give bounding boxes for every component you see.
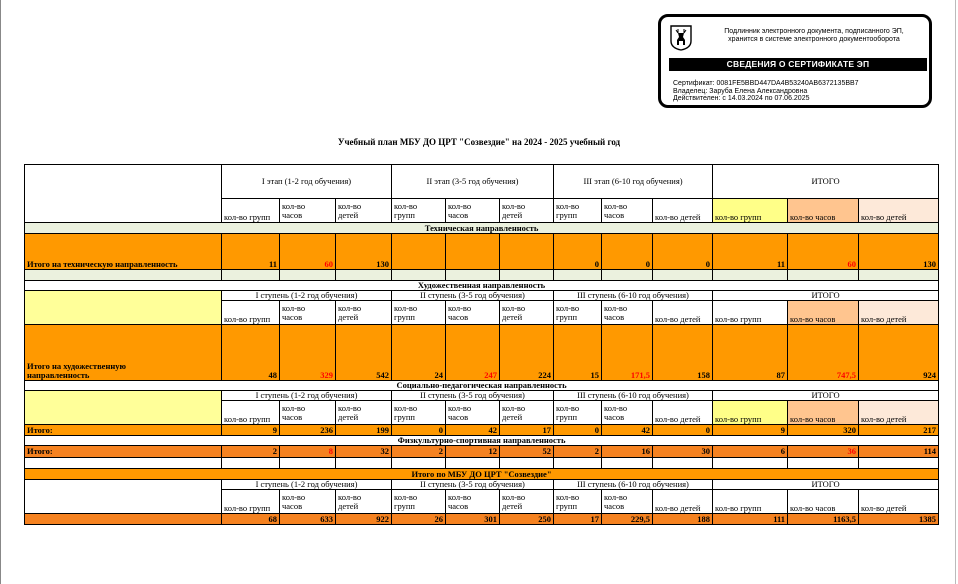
col-total-hours: кол-во часов (788, 199, 859, 223)
col-hours: кол-во часов (280, 490, 336, 514)
value-cell: 217 (859, 425, 939, 436)
corner-cell (25, 165, 222, 223)
value-cell: 924 (859, 325, 939, 381)
value-cell: 199 (336, 425, 392, 436)
social-section-row (25, 381, 939, 391)
sport-section-title: Физкультурно-спортивная направленность (25, 436, 939, 446)
value-cell: 9 (713, 425, 788, 436)
social-total-header: ИТОГО (713, 391, 939, 401)
social-total-label: Итого: (25, 425, 222, 436)
social-stage2-header: II ступень (3-5 год обучения) (392, 391, 554, 401)
col-total-groups: кол-во групп (713, 301, 788, 325)
value-cell: 0 (602, 234, 653, 270)
col-total-groups: кол-во групп (713, 401, 788, 425)
col-hours: кол-во часов (602, 401, 653, 425)
value-cell: 130 (859, 234, 939, 270)
col-total-hours: кол-во часов (788, 301, 859, 325)
value-cell: 11 (222, 234, 280, 270)
col-total-groups: кол-во групп (713, 490, 788, 514)
value-cell: 130 (336, 234, 392, 270)
value-cell: 114 (859, 446, 939, 458)
technical-section-row (25, 223, 939, 234)
col-children: кол-во детей (336, 301, 392, 325)
col-groups: кол-во групп (392, 301, 446, 325)
value-cell: 0 (653, 234, 713, 270)
value-cell: 12 (446, 446, 500, 458)
art-stage2-header: II ступень (3-5 год обучения) (392, 291, 554, 301)
value-cell: 8 (280, 446, 336, 458)
col-hours: кол-во часов (602, 301, 653, 325)
col-hours: кол-во часов (446, 401, 500, 425)
value-cell: 542 (336, 325, 392, 381)
value-cell: 17 (500, 425, 554, 436)
spacer-row (25, 270, 939, 281)
spacer-row (25, 458, 939, 469)
art-stage-header-row (25, 291, 939, 301)
col-children: кол-во детей (336, 490, 392, 514)
art-stage3-header: III ступень (6-10 год обучения) (554, 291, 713, 301)
value-cell: 229,5 (602, 514, 653, 525)
art-section-row (25, 281, 939, 291)
value-cell: 60 (280, 234, 336, 270)
curriculum-table (24, 164, 939, 525)
overall-stage-header-row (25, 480, 939, 490)
value-cell: 247 (446, 325, 500, 381)
value-cell: 30 (653, 446, 713, 458)
col-total-hours: кол-во часов (788, 401, 859, 425)
technical-total-row (25, 234, 939, 270)
value-cell: 87 (713, 325, 788, 381)
page-right-border (955, 0, 956, 584)
col-hours: кол-во часов (280, 301, 336, 325)
technical-stage-header-row (25, 165, 939, 199)
value-cell: 32 (336, 446, 392, 458)
overall-stage1-header: I ступень (1-2 год обучения) (222, 480, 392, 490)
value-cell: 1385 (859, 514, 939, 525)
value-cell: 158 (653, 325, 713, 381)
stamp-line-2: хранится в системе электронного документооборота (728, 36, 900, 43)
stamp-info (673, 80, 859, 103)
sport-total-label: Итого: (25, 446, 222, 458)
overall-total-row (25, 514, 939, 525)
col-children: кол-во детей (653, 301, 713, 325)
value-cell: 329 (280, 325, 336, 381)
col-total-children: кол-во детей (859, 301, 939, 325)
value-cell: 2 (392, 446, 446, 458)
stamp-owner: Владелец: Заруба Елена Александровна (673, 87, 808, 95)
value-cell: 188 (653, 514, 713, 525)
value-cell: 1163,5 (788, 514, 859, 525)
stamp-header: СВЕДЕНИЯ О СЕРТИФИКАТЕ ЭП (669, 58, 927, 71)
value-cell (500, 234, 554, 270)
col-children: кол-во детей (500, 301, 554, 325)
page-left-border (0, 0, 1, 584)
art-corner-cell (25, 291, 222, 325)
col-total-children: кол-во детей (859, 401, 939, 425)
col-children: кол-во детей (653, 199, 713, 223)
value-cell: 17 (554, 514, 602, 525)
col-children: кол-во детей (653, 490, 713, 514)
overall-stage2-header: II ступень (3-5 год обучения) (392, 480, 554, 490)
stamp-line-1: Подлинник электронного документа, подписанного ЭП, (724, 28, 904, 35)
value-cell: 171,5 (602, 325, 653, 381)
value-cell: 15 (554, 325, 602, 381)
col-hours: кол-во часов (446, 199, 500, 223)
value-cell: 24 (392, 325, 446, 381)
stamp-certificate: Сертификат: 0081FE5BBD447DA4B53240AB6372135BB7 (673, 80, 859, 87)
col-groups: кол-во групп (392, 199, 446, 223)
value-cell: 0 (653, 425, 713, 436)
col-hours: кол-во часов (280, 199, 336, 223)
col-groups: кол-во групп (554, 199, 602, 223)
value-cell: 26 (392, 514, 446, 525)
value-cell: 301 (446, 514, 500, 525)
col-children: кол-во детей (500, 401, 554, 425)
value-cell: 224 (500, 325, 554, 381)
col-hours: кол-во часов (446, 301, 500, 325)
art-total-header: ИТОГО (713, 291, 939, 301)
col-children: кол-во детей (336, 401, 392, 425)
value-cell: 42 (446, 425, 500, 436)
col-groups: кол-во групп (222, 401, 280, 425)
value-cell: 111 (713, 514, 788, 525)
value-cell: 2 (554, 446, 602, 458)
technical-stage2-header: II этап (3-5 год обучения) (392, 165, 554, 199)
value-cell: 60 (788, 234, 859, 270)
value-cell: 36 (788, 446, 859, 458)
value-cell (446, 234, 500, 270)
overall-total-label (25, 514, 222, 525)
social-stage1-header: I ступень (1-2 год обучения) (222, 391, 392, 401)
col-hours: кол-во часов (602, 199, 653, 223)
technical-section-title: Техническая направленность (25, 223, 939, 234)
overall-total-header: ИТОГО (713, 480, 939, 490)
document-title: Учебный план МБУ ДО ЦРТ "Созвездие" на 2024 - 2025 учебный год (337, 137, 621, 147)
col-groups: кол-во групп (222, 199, 280, 223)
value-cell: 52 (500, 446, 554, 458)
art-total-label: Итого на художественную направленность (25, 325, 222, 381)
certificate-stamp (658, 14, 932, 108)
value-cell: 320 (788, 425, 859, 436)
stamp-valid: Действителен: с 14.03.2024 по 07.06.2025 (673, 95, 810, 102)
col-children: кол-во детей (336, 199, 392, 223)
social-stage-header-row (25, 391, 939, 401)
value-cell: 42 (602, 425, 653, 436)
col-total-children: кол-во детей (859, 490, 939, 514)
col-groups: кол-во групп (222, 490, 280, 514)
value-cell: 6 (713, 446, 788, 458)
social-corner-cell (25, 391, 222, 425)
value-cell: 16 (602, 446, 653, 458)
overall-corner-cell (25, 480, 222, 514)
value-cell: 11 (713, 234, 788, 270)
value-cell: 250 (500, 514, 554, 525)
sport-section-row (25, 436, 939, 446)
col-groups: кол-во групп (392, 401, 446, 425)
art-total-row (25, 325, 939, 381)
col-total-hours: кол-во часов (788, 490, 859, 514)
col-hours: кол-во часов (446, 490, 500, 514)
social-section-title: Социально-педагогическая направленность (25, 381, 939, 391)
value-cell: 922 (336, 514, 392, 525)
overall-section-title: Итого по МБУ ДО ЦРТ "Созвездие" (25, 469, 939, 480)
value-cell (392, 234, 446, 270)
col-total-children: кол-во детей (859, 199, 939, 223)
value-cell: 633 (280, 514, 336, 525)
social-total-row (25, 425, 939, 436)
technical-total-label: Итого на техническую направленность (25, 234, 222, 270)
value-cell: 48 (222, 325, 280, 381)
value-cell: 747,5 (788, 325, 859, 381)
technical-total-header: ИТОГО (713, 165, 939, 199)
value-cell: 68 (222, 514, 280, 525)
value-cell: 9 (222, 425, 280, 436)
col-groups: кол-во групп (554, 301, 602, 325)
col-total-groups: кол-во групп (713, 199, 788, 223)
overall-section-row (25, 469, 939, 480)
value-cell: 0 (554, 234, 602, 270)
col-hours: кол-во часов (602, 490, 653, 514)
col-children: кол-во детей (500, 199, 554, 223)
overall-stage3-header: III ступень (6-10 год обучения) (554, 480, 713, 490)
technical-stage1-header: I этап (1-2 год обучения) (222, 165, 392, 199)
value-cell: 2 (222, 446, 280, 458)
sport-total-row (25, 446, 939, 458)
value-cell: 0 (554, 425, 602, 436)
coat-of-arms-deer-icon (670, 25, 692, 51)
col-hours: кол-во часов (280, 401, 336, 425)
value-cell: 236 (280, 425, 336, 436)
value-cell: 0 (392, 425, 446, 436)
col-children: кол-во детей (653, 401, 713, 425)
col-groups: кол-во групп (554, 401, 602, 425)
col-children: кол-во детей (500, 490, 554, 514)
social-stage3-header: III ступень (6-10 год обучения) (554, 391, 713, 401)
col-groups: кол-во групп (222, 301, 280, 325)
technical-stage3-header: III этап (6-10 год обучения) (554, 165, 713, 199)
art-stage1-header: I ступень (1-2 год обучения) (222, 291, 392, 301)
art-section-title: Художественная направленность (25, 281, 939, 291)
col-groups: кол-во групп (554, 490, 602, 514)
col-groups: кол-во групп (392, 490, 446, 514)
stamp-legal-text (699, 28, 929, 44)
